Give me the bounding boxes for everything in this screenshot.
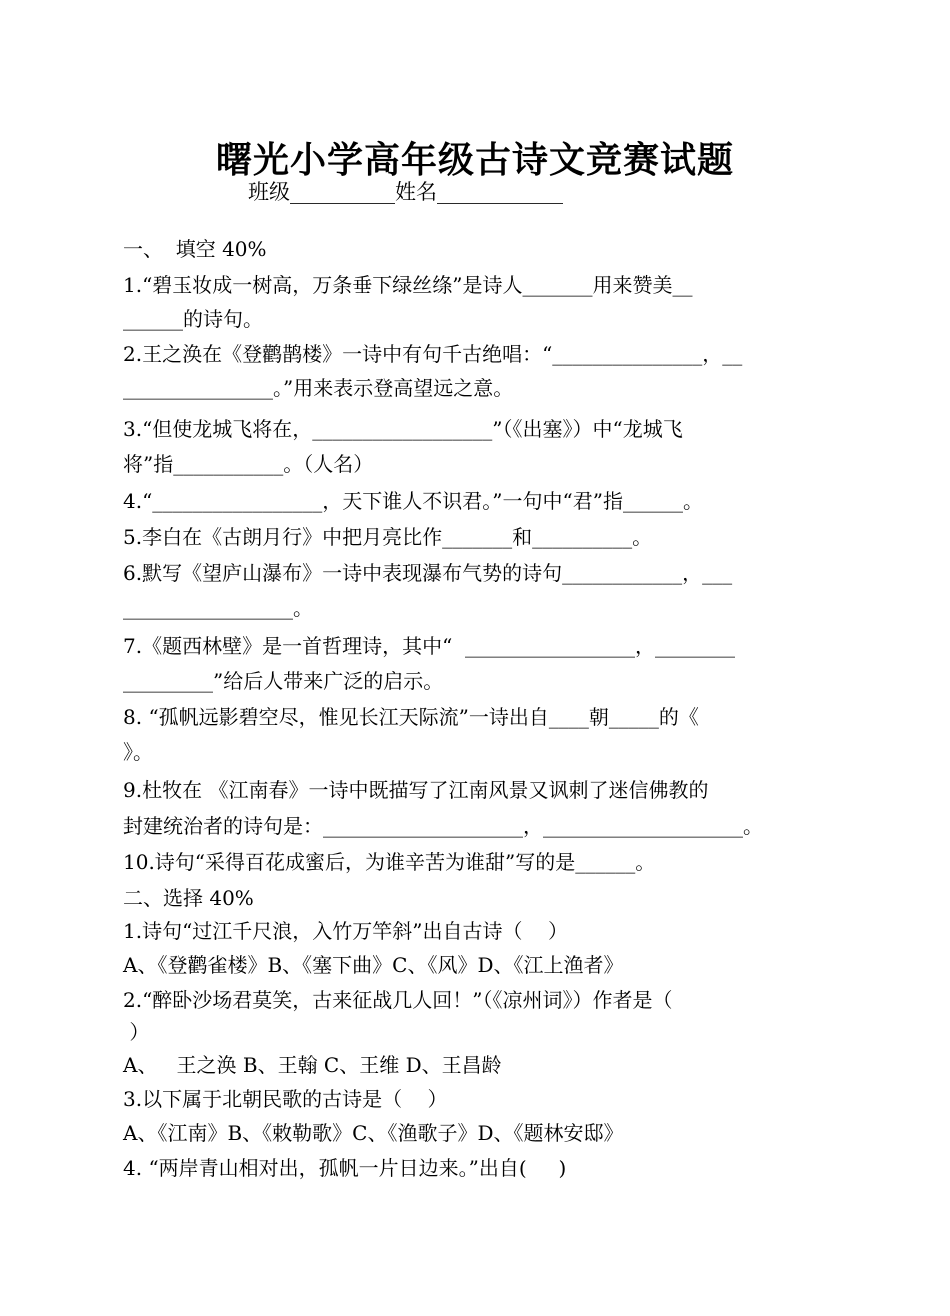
page-title: 曙光小学高年级古诗文竞赛试题 <box>215 140 734 181</box>
question-line: ______的诗句。 <box>123 307 263 331</box>
question-line: ） <box>123 1020 150 1044</box>
question-line: 2.“醉卧沙场君莫笑，古来征战几人回！”（《凉州词》）作者是（ <box>123 988 673 1012</box>
option-line: A、《江南》B、《敕勒歌》C、《渔歌子》D、《题林安邸》 <box>123 1121 624 1145</box>
question-line: 5.李白在《古朗月行》中把月亮比作_______和__________。 <box>123 525 653 549</box>
option-line: A、《登鹳雀楼》B、《塞下曲》C、《风》D、《江上渔者》 <box>123 953 624 977</box>
question-line: _______________。”用来表示登高望远之意。 <box>123 376 514 400</box>
question-line: 9.杜牧在 《江南春》一诗中既描写了江南风景又讽刺了迷信佛教的 <box>123 778 709 802</box>
question-line: 10.诗句“采得百花成蜜后，为谁辛苦为谁甜”写的是______。 <box>123 850 656 874</box>
question-line: 6.默写《望庐山瀑布》一诗中表现瀑布气势的诗句____________，___ <box>123 561 733 585</box>
question-line: 2.王之涣在《登鹳鹊楼》一诗中有句千古绝唱：“_______________，__ <box>123 342 743 366</box>
question-line: 7.《题西林壁》是一首哲理诗，其中“ _________________，________ <box>123 634 736 658</box>
question-line: 1.“碧玉妆成一树高，万条垂下绿丝绦”是诗人_______用来赞美__ <box>123 273 693 297</box>
question-line: 将”指___________。（人名） <box>123 452 374 476</box>
question-line: 封建统治者的诗句是：____________________，____________________。 <box>123 814 763 838</box>
question-line: _________”给后人带来广泛的启示。 <box>123 669 444 693</box>
question-line: 8. “孤帆远影碧空尽，惟见长江天际流”一诗出自____朝_____的《 <box>123 705 699 729</box>
question-line: 1.诗句“过江千尺浪，入竹万竿斜”出自古诗（ ） <box>123 919 568 943</box>
section-heading: 一、 填空 40% <box>123 237 267 261</box>
question-line: 》。 <box>123 740 153 764</box>
question-line: 4.“_________________，天下谁人不识君。”一句中“君”指______。 <box>123 489 703 513</box>
question-line: _________________。 <box>123 596 313 620</box>
question-line: 4. “两岸青山相对出，孤帆一片日边来。”出自( ) <box>123 1156 567 1180</box>
question-line: 3.“但使龙城飞将在，__________________”（《出塞》）中“龙城飞 <box>123 417 683 441</box>
section-heading: 二、选择 40% <box>123 886 254 910</box>
class-name-line: 班级__________姓名____________ <box>248 180 563 204</box>
option-line: A、 王之涣 B、王翰 C、王维 D、王昌龄 <box>123 1053 502 1077</box>
question-line: 3.以下属于北朝民歌的古诗是（ ） <box>123 1087 448 1111</box>
